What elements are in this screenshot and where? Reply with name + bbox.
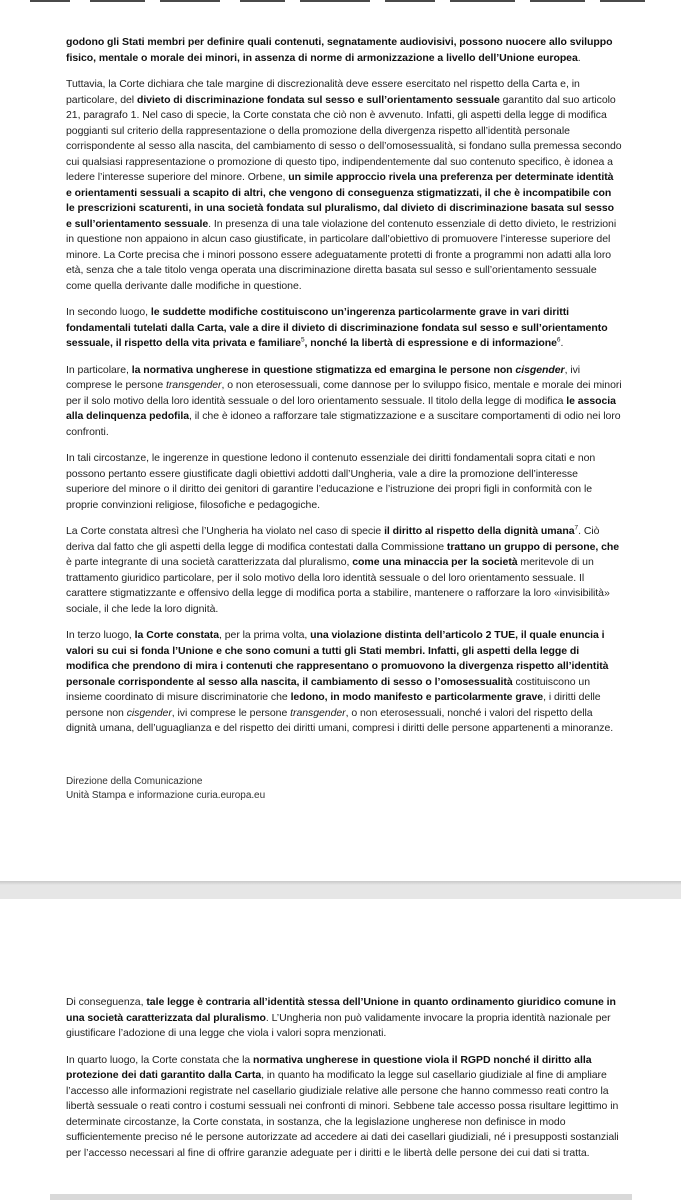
footer-unit: Unità Stampa e informazione curia.europa.eu (66, 789, 266, 801)
previous-page-edge (0, 0, 681, 18)
page-2-body (66, 995, 622, 1172)
paragraph: godono gli Stati membri per definire quali contenuti, segnatamente audiovisivi, possono nuocere allo sviluppo fisico, mentale o morale dei minori, in assenza di norme di armonizzazione a livello dell’Unione europea. (66, 36, 613, 64)
next-box-edge (50, 1194, 632, 1200)
document-page-2 (0, 899, 681, 1200)
page-separator (0, 881, 681, 899)
paragraph: Di conseguenza, tale legge è contraria all’identità stessa dell’Unione in quanto ordinamento giuridico comune in una società caratterizzata dal pluralismo. L’Ungheria non può validamente invocare la propria identità nazionale per giustificare l’adozione di una legge che viola i valori sopra menzionati. (66, 996, 616, 1039)
paragraph: In terzo luogo, la Corte constata, per la prima volta, una violazione distinta dell’articolo 2 TUE, il quale enuncia i valori su cui si fonda l’Unione e che sono comuni a tutti gli Stati membri. Infatti, gli aspetti della legge di modifica che prendono di mira i contenuti che rappresentano o promuovono la divergenza rispetto all’identità personale corrispondente al sesso alla nascita, il cambiamento di sesso o l’omosessualità costituiscono un insieme coordinato di misure discriminatorie che ledono, in modo manifesto e particolarmente grave, i diritti delle persone non cisgender, ivi comprese le persone transgender, o non eterosessuali, nonché i valori del rispetto della dignità umana, dell’uguaglianza e del rispetto dei diritti umani, compresi i diritti delle persone appartenenti a minoranze. (66, 629, 614, 734)
paragraph: In secondo luogo, le suddette modifiche costituiscono un’ingerenza particolarmente grave in vari diritti fondamentali tutelati dalla Carta, vale a dire il divieto di discriminazione fondata sul sesso e sull’orientamento sessuale, il rispetto della vita privata e familiare$^5$, nonché la libertà di espressione e di informazione$^6$. (66, 306, 608, 349)
page-1-body (66, 35, 622, 803)
paragraph: La Corte constata altresì che l’Ungheria ha violato nel caso di specie il diritto al rispetto della dignità umana$^7$. Ciò deriva dal fatto che gli aspetti della legge di modifica contestati dalla Commissione trattano un gruppo di persone, che è parte integrante di una società caratterizzata dal pluralismo, come una minaccia per la società meritevole di un trattamento giuridico particolare, per il solo motivo della loro identità sessuale o del loro orientamento sessuale. Il carattere stigmatizzante e offensivo della legge di modifica porta a stabilire, mantenere o rafforzare la loro «invisibilità» sociale, il che lede la loro dignità. (66, 524, 620, 615)
footnote-ref: 5 (300, 336, 305, 344)
paragraph: In tali circostanze, le ingerenze in questione ledono il contenuto essenziale dei diritti fondamentali sopra citati e non possono pertanto essere giustificate dagli obiettivi addotti dall’Ungheria, vale a dire la promozione dell’interesse superiore del minore o il diritto dei genitori di garantire l’educazione e l’istruzione dei propri figli in conformità con le proprie convinzioni religiose, filosofiche e pedagogiche. (66, 452, 596, 511)
paragraph: In particolare, la normativa ungherese in questione stigmatizza ed emargina le persone non cisgender, ivi comprese le persone transgender, o non eterosessuali, come dannose per lo sviluppo fisico, mentale e morale dei minori per il solo motivo della loro identità sessuale o del loro orientamento sessuale. Il titolo della legge di modifica le associa alla delinquenza pedofila, il che è idoneo a rafforzare tale stigmatizzazione e a suscitare comportamenti di odio nei loro confronti. (66, 363, 622, 438)
paragraph: Tuttavia, la Corte dichiara che tale margine di discrezionalità deve essere esercitato nel rispetto della Carta e, in particolare, del divieto di discriminazione fondata sul sesso e sull’orientamento sessuale garantito dal suo articolo 21, paragrafo 1. Nel caso di specie, la Corte constata che ciò non è avvenuto. Infatti, gli aspetti della legge di modifica poggianti sul criterio della rappresentazione o della promozione della divergenza rispetto all’identità personale corrispondente al sesso alla nascita, del cambiamento di sesso o dell’omosessualità, si fondano sulla premessa secondo cui qualsiasi rappresentazione o promozione di questo tipo, indipendentemente dal suo contenuto specifico, è idonea a ledere l’interesse superiore del minore. Orbene, un simile approccio rivela una preferenza per determinate identità e orientamenti sessuali a scapito di altri, che vengono di conseguenza stigmatizzati, il che è incompatibile con le prescrizioni scaturenti, in una società fondata sul pluralismo, dal divieto di discriminazione basata sul sesso e sull’orientamento sessuale. In presenza di una tale violazione del contenuto essenziale di detto divieto, le restrizioni in questione non appaiono in alcun caso giustificate, in particolare dall’obiettivo di promuovere l’interesse superiore del minore. La Corte precisa che i minori possono essere adeguatamente protetti di fronte a programmi non adatti alla loro età, senza che a tale titolo venga operata una discriminazione diretta basata sul sesso e sull’orientamento sessuale come quella derivante dalle modifiche in questione. (66, 78, 622, 292)
footnote-ref: 6 (556, 336, 561, 344)
footnote-ref: 7 (574, 524, 579, 532)
paragraph: In quarto luogo, la Corte constata che la normativa ungherese in questione viola il RGPD nonché il diritto alla protezione dei dati garantito dalla Carta, in quanto ha modificato la legge sul casellario giudiziale al fine di ampliare l’accesso alle informazioni registrate nel casellario giudiziale relative alle persone che hanno commesso reati contro la libertà sessuale o reati contro i costumi sessuali nei confronti di minori. Sebbene tale accesso possa risultare legittimo in determinate circostanze, la Corte constata, in sostanza, che la legislazione ungherese non definisce in modo sufficientemente preciso né le persone autorizzate ad accedere ai dati dei casellari giudiziali, né i presupposti sostanziali per l’accesso necessari al fine di offrire garanzie adeguate per i diritti e le libertà delle persone dei cui dati si tratta. (66, 1053, 619, 1159)
press-footer (66, 775, 622, 803)
footer-department: Direzione della Comunicazione (66, 775, 203, 787)
